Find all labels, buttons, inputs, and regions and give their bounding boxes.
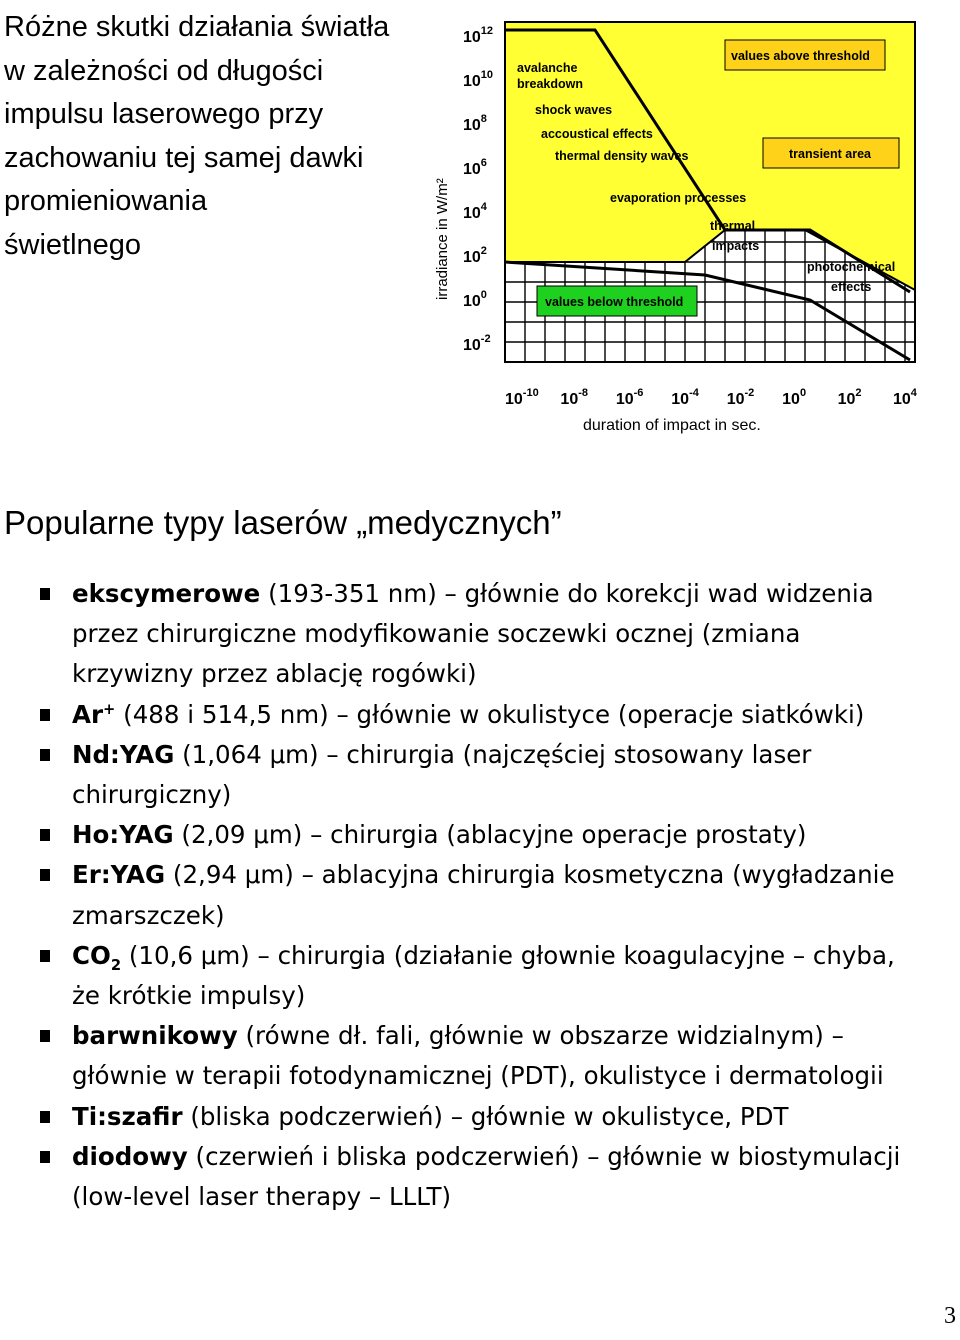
tick-label: $10^{-2}$ (463, 333, 491, 354)
tick-label: $10^8$ (463, 113, 487, 134)
square-bullet-icon (40, 1151, 50, 1163)
tick-label: $10^4$ (463, 201, 487, 222)
tick-label: $10^{-4}$ (671, 387, 699, 408)
item-text: (2,94 μm) – ablacyjna chirurgia kosmetyczna (wygładzanie (165, 860, 895, 890)
laser-type-list (40, 574, 960, 1217)
tick-label: $10^2$ (463, 245, 487, 266)
item-line: chirurgiczny) (72, 780, 232, 810)
item-line: (low-level laser therapy – LLLT) (72, 1182, 452, 1212)
item-line (72, 1137, 960, 1177)
tick-label: $10^0$ (463, 289, 487, 310)
item-line: głównie w terapii fotodynamicznej (PDT), okulistyce i dermatologii (72, 1061, 884, 1091)
item-line (72, 695, 960, 735)
item-line (72, 574, 960, 614)
intro-line: w zależności od długości (4, 54, 324, 87)
item-text: (równe dł. fali, głównie w obszarze widzialnym) – (237, 1021, 844, 1051)
list-item (40, 1097, 960, 1137)
intro-line: Różne skutki działania światła (4, 11, 390, 43)
list-item (40, 574, 960, 695)
label-above-threshold: values above threshold (731, 49, 870, 63)
item-text: (bliska podczerwień) – głównie w okulistyce, PDT (182, 1101, 789, 1131)
laser-name: barwnikowy (72, 1021, 238, 1051)
tick-label: $10^4$ (893, 387, 917, 408)
tick-label: $10^{-10}$ (505, 387, 539, 408)
tick-label: $10^{-6}$ (615, 387, 644, 408)
laser-name (72, 940, 122, 974)
x-axis-ticks (505, 387, 918, 408)
tick-label: $10^6$ (463, 157, 487, 178)
square-bullet-icon (40, 829, 50, 841)
label-below-threshold: values below threshold (545, 295, 684, 309)
item-text: (czerwień i bliska podczerwień) – głównie w biostymulacji (187, 1141, 901, 1171)
intro-line: zachowaniu tej samej dawki (4, 141, 364, 174)
laser-name: ekscymerowe (72, 579, 261, 608)
laser-name-text: CO (72, 940, 111, 970)
tick-label: $10^{10}$ (463, 69, 494, 90)
label-shock-waves: shock waves (535, 103, 613, 117)
square-bullet-icon (40, 869, 50, 881)
section-title: Popularne typy laserów „medycznych” (4, 504, 562, 541)
item-line: przez chirurgiczne modyfikowanie soczewki ocznej (zmiana (72, 619, 801, 649)
laser-name-text: Ar (72, 699, 104, 729)
item-text: (488 i 514,5 nm) – głównie w okulistyce (operacje siatkówki) (115, 699, 865, 729)
laser-name: diodowy (72, 1141, 188, 1171)
list-item (40, 735, 960, 815)
laser-name: Ho:YAG (72, 820, 174, 850)
item-line: że krótkie impulsy) (72, 981, 306, 1011)
intro-line: promieniowania (4, 185, 208, 217)
square-bullet-icon (40, 749, 50, 761)
item-text: (2,09 μm) – chirurgia (ablacyjne operacje prostaty) (173, 820, 807, 850)
label-breakdown: breakdown (517, 77, 583, 91)
tick-label: $10^{-8}$ (560, 387, 589, 408)
list-item (40, 815, 960, 855)
superscript: + (103, 700, 116, 718)
laser-name: Er:YAG (72, 860, 166, 890)
item-line (72, 1016, 960, 1056)
list-item (40, 936, 960, 1016)
square-bullet-icon (40, 709, 50, 721)
label-thermal: thermal (710, 219, 756, 233)
tick-label: $10^{12}$ (463, 25, 494, 46)
list-item (40, 1016, 960, 1096)
item-line (72, 1097, 960, 1137)
item-text: (1,064 μm) – chirurgia (najczęściej stosowany laser (174, 739, 812, 769)
square-bullet-icon (40, 588, 50, 600)
item-text: (193-351 nm) – głównie do korekcji wad widzenia (260, 579, 874, 608)
label-effects: effects (831, 280, 872, 294)
item-line (72, 815, 960, 855)
label-evaporation: evaporation processes (610, 191, 747, 205)
label-avalanche: avalanche (517, 61, 578, 75)
intro-line: impulsu laserowego przy (4, 98, 324, 130)
tick-label: $10^{-2}$ (726, 387, 755, 408)
label-photochemical: photochemical (807, 260, 896, 274)
item-line (72, 855, 960, 895)
label-transient-area: transient area (789, 147, 871, 161)
label-impacts: impacts (712, 239, 760, 253)
list-item (40, 695, 960, 735)
item-line: krzywizny przez ablację rogówki) (72, 659, 477, 689)
intro-text (4, 6, 434, 267)
square-bullet-icon (40, 950, 50, 962)
y-axis-label: irradiance in W/m² (434, 178, 451, 300)
item-line (72, 735, 960, 775)
list-item (40, 855, 960, 935)
page-number: 3 (944, 1303, 956, 1329)
label-thermal-density: thermal density waves (555, 149, 689, 163)
tick-label: $10^0$ (782, 387, 807, 408)
item-line: zmarszczek) (72, 900, 225, 930)
tick-label: $10^2$ (837, 387, 862, 408)
laser-name: Ti:szafir (72, 1101, 183, 1131)
laser-name: Nd:YAG (72, 739, 175, 769)
subscript: 2 (110, 956, 122, 974)
item-text: (10,6 μm) – chirurgia (działanie głownie koagulacyjne – chyba, (121, 940, 895, 970)
laser-effects-chart (425, 0, 960, 440)
item-line (72, 936, 960, 976)
y-axis-ticks (463, 25, 493, 354)
laser-name (72, 700, 115, 729)
square-bullet-icon (40, 1111, 50, 1123)
square-bullet-icon (40, 1030, 50, 1042)
x-axis-label: duration of impact in sec. (583, 417, 761, 434)
list-item (40, 1137, 960, 1217)
label-accoustical: accoustical effects (541, 127, 653, 141)
intro-line: świetlnego (4, 228, 142, 261)
